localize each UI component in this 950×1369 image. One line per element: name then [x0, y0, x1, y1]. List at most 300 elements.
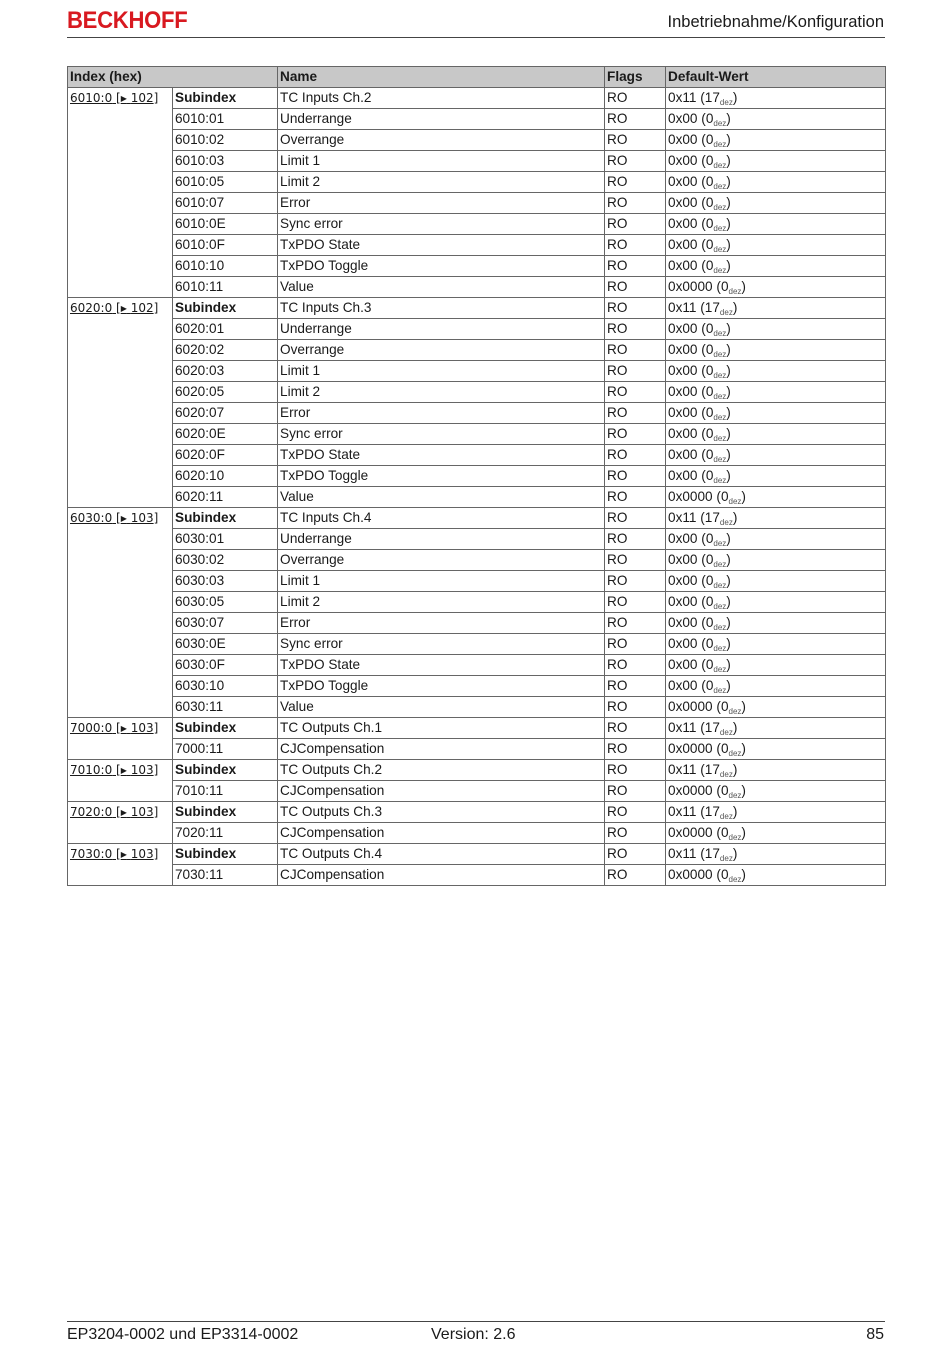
name-cell: Error	[278, 613, 605, 634]
default-decimal: 0	[705, 384, 714, 399]
subindex-cell: 6030:0E	[173, 634, 278, 655]
flags-cell: RO	[605, 109, 666, 130]
subindex-cell: Subindex	[173, 508, 278, 529]
table-row	[68, 487, 886, 508]
subindex-cell: 6020:0F	[173, 445, 278, 466]
dez-suffix: dez	[713, 581, 727, 590]
default-hex: 0x00	[668, 258, 698, 273]
table-row	[68, 382, 886, 403]
dez-suffix: dez	[713, 203, 727, 212]
flags-cell: RO	[605, 697, 666, 718]
default-value-cell: 0x00 $(0_{dez})$	[666, 529, 886, 550]
index-cell	[68, 508, 173, 718]
table-row	[68, 634, 886, 655]
index-link[interactable]: 7030:0 [▶ 103]	[70, 847, 159, 861]
dez-suffix: dez	[713, 623, 727, 632]
index-link[interactable]: 7010:0 [▶ 103]	[70, 763, 159, 777]
default-decimal: 0	[705, 594, 714, 609]
name-cell: CJCompensation	[278, 739, 605, 760]
subindex-cell: Subindex	[173, 802, 278, 823]
dez-suffix: dez	[713, 350, 727, 359]
header-divider	[67, 37, 885, 38]
flags-cell: RO	[605, 676, 666, 697]
subindex-cell: 6020:05	[173, 382, 278, 403]
default-hex: 0x0000	[668, 783, 713, 798]
default-decimal: 0	[720, 741, 729, 756]
page-reference: 103	[130, 721, 154, 735]
table-row	[68, 151, 886, 172]
default-decimal: 17	[704, 762, 720, 777]
subindex-cell: 7010:11	[173, 781, 278, 802]
name-cell: CJCompensation	[278, 781, 605, 802]
default-value-cell: 0x0000 $(0_{dez})$	[666, 781, 886, 802]
table-row	[68, 508, 886, 529]
column-header-default: Default-Wert	[666, 67, 886, 88]
default-decimal: 0	[720, 867, 729, 882]
flags-cell: RO	[605, 340, 666, 361]
flags-cell: RO	[605, 781, 666, 802]
default-value-cell: 0x00 $(0_{dez})$	[666, 592, 886, 613]
table-row	[68, 109, 886, 130]
index-cell	[68, 802, 173, 844]
index-cell	[68, 760, 173, 802]
subindex-cell: 6020:10	[173, 466, 278, 487]
default-decimal: 0	[705, 132, 714, 147]
name-cell: TC Outputs Ch.2	[278, 760, 605, 781]
table-row	[68, 781, 886, 802]
name-cell: Limit 2	[278, 592, 605, 613]
name-cell: TxPDO State	[278, 445, 605, 466]
default-decimal: 17	[704, 300, 720, 315]
name-cell: Error	[278, 403, 605, 424]
dez-suffix: dez	[713, 161, 727, 170]
default-value-cell: 0x0000 $(0_{dez})$	[666, 865, 886, 886]
default-value-cell: 0x00 $(0_{dez})$	[666, 424, 886, 445]
index-value: 6010:0	[70, 91, 113, 105]
flags-cell: RO	[605, 424, 666, 445]
default-value-cell: 0x00 $(0_{dez})$	[666, 382, 886, 403]
dez-suffix: dez	[713, 140, 727, 149]
default-decimal: 0	[705, 426, 714, 441]
name-cell: TC Inputs Ch.2	[278, 88, 605, 109]
default-hex: 0x00	[668, 678, 698, 693]
name-cell: Underrange	[278, 529, 605, 550]
flags-cell: RO	[605, 445, 666, 466]
default-hex: 0x00	[668, 363, 698, 378]
default-value-cell: 0x11 $(17_{dez})$	[666, 88, 886, 109]
name-cell: Limit 2	[278, 172, 605, 193]
subindex-cell: 6010:0F	[173, 235, 278, 256]
default-hex: 0x11	[668, 300, 697, 315]
index-cell	[68, 718, 173, 760]
name-cell: Overrange	[278, 130, 605, 151]
index-link[interactable]: 6010:0 [▶ 102]	[70, 91, 159, 105]
dez-suffix: dez	[713, 224, 727, 233]
table-row	[68, 571, 886, 592]
flags-cell: RO	[605, 277, 666, 298]
flags-cell: RO	[605, 634, 666, 655]
index-value: 6030:0	[70, 511, 113, 525]
default-value-cell: 0x00 $(0_{dez})$	[666, 571, 886, 592]
default-decimal: 0	[720, 279, 729, 294]
subindex-cell: 6020:07	[173, 403, 278, 424]
default-hex: 0x11	[668, 804, 697, 819]
table-row	[68, 214, 886, 235]
subindex-cell: 6030:07	[173, 613, 278, 634]
default-decimal: 0	[705, 678, 714, 693]
subindex-cell: 6020:02	[173, 340, 278, 361]
default-hex: 0x00	[668, 342, 698, 357]
subindex-cell: 6030:0F	[173, 655, 278, 676]
default-decimal: 0	[705, 174, 714, 189]
table-row	[68, 445, 886, 466]
default-value-cell: 0x00 $(0_{dez})$	[666, 676, 886, 697]
table-row	[68, 760, 886, 781]
index-link[interactable]: 7020:0 [▶ 103]	[70, 805, 159, 819]
footer-product: EP3204-0002 und EP3314-0002	[67, 1326, 299, 1343]
default-hex: 0x0000	[668, 279, 713, 294]
flags-cell: RO	[605, 718, 666, 739]
table-row	[68, 697, 886, 718]
dez-suffix: dez	[719, 854, 733, 863]
default-hex: 0x00	[668, 237, 698, 252]
default-hex: 0x00	[668, 468, 698, 483]
default-hex: 0x00	[668, 552, 698, 567]
table-row	[68, 865, 886, 886]
table-row	[68, 319, 886, 340]
table-row	[68, 88, 886, 109]
table-row	[68, 718, 886, 739]
name-cell: TxPDO State	[278, 655, 605, 676]
index-value: 7030:0	[70, 847, 113, 861]
subindex-cell: 6030:02	[173, 550, 278, 571]
subindex-cell: 6010:0E	[173, 214, 278, 235]
dez-suffix: dez	[713, 434, 727, 443]
subindex-cell: 7030:11	[173, 865, 278, 886]
dez-suffix: dez	[719, 308, 733, 317]
dez-suffix: dez	[713, 476, 727, 485]
name-cell: Sync error	[278, 634, 605, 655]
arrow-right-icon: ▶	[120, 808, 127, 817]
default-decimal: 17	[704, 804, 720, 819]
beckhoff-logo: BECKHOFF	[67, 7, 188, 34]
flags-cell: RO	[605, 298, 666, 319]
subindex-cell: 6020:0E	[173, 424, 278, 445]
default-decimal: 17	[704, 510, 720, 525]
column-header-name: Name	[278, 67, 605, 88]
dez-suffix: dez	[713, 539, 727, 548]
table-row	[68, 655, 886, 676]
flags-cell: RO	[605, 88, 666, 109]
table-row	[68, 256, 886, 277]
flags-cell: RO	[605, 529, 666, 550]
object-dictionary-table	[67, 66, 886, 886]
index-link[interactable]: 6020:0 [▶ 102]	[70, 301, 159, 315]
index-value: 7000:0	[70, 721, 113, 735]
name-cell: Error	[278, 193, 605, 214]
dez-suffix: dez	[728, 791, 742, 800]
dez-suffix: dez	[728, 833, 742, 842]
dez-suffix: dez	[713, 455, 727, 464]
subindex-cell: 7000:11	[173, 739, 278, 760]
default-decimal: 0	[720, 825, 729, 840]
name-cell: TC Inputs Ch.3	[278, 298, 605, 319]
flags-cell: RO	[605, 403, 666, 424]
default-decimal: 0	[720, 699, 729, 714]
subindex-cell: 6020:01	[173, 319, 278, 340]
table-row	[68, 361, 886, 382]
flags-cell: RO	[605, 382, 666, 403]
table-row	[68, 298, 886, 319]
flags-cell: RO	[605, 550, 666, 571]
name-cell: Value	[278, 277, 605, 298]
flags-cell: RO	[605, 571, 666, 592]
flags-cell: RO	[605, 361, 666, 382]
default-hex: 0x00	[668, 153, 698, 168]
footer-version: Version: 2.6	[431, 1326, 516, 1343]
default-value-cell: 0x00 $(0_{dez})$	[666, 634, 886, 655]
default-decimal: 0	[705, 552, 714, 567]
name-cell: Overrange	[278, 340, 605, 361]
default-decimal: 0	[705, 615, 714, 630]
subindex-cell: 6030:01	[173, 529, 278, 550]
name-cell: Underrange	[278, 319, 605, 340]
table-row	[68, 277, 886, 298]
dez-suffix: dez	[713, 686, 727, 695]
footer-divider	[67, 1321, 885, 1322]
table-row	[68, 739, 886, 760]
flags-cell: RO	[605, 760, 666, 781]
flags-cell: RO	[605, 193, 666, 214]
table-row	[68, 172, 886, 193]
subindex-cell: 6010:11	[173, 277, 278, 298]
default-decimal: 17	[704, 720, 720, 735]
table-row	[68, 844, 886, 865]
default-decimal: 0	[705, 531, 714, 546]
column-header-index: Index (hex)	[68, 67, 278, 88]
name-cell: Value	[278, 697, 605, 718]
table-row	[68, 235, 886, 256]
subindex-cell: 6010:01	[173, 109, 278, 130]
arrow-right-icon: ▶	[120, 850, 127, 859]
subindex-cell: Subindex	[173, 298, 278, 319]
default-hex: 0x00	[668, 111, 698, 126]
table-row	[68, 802, 886, 823]
arrow-right-icon: ▶	[120, 514, 127, 523]
default-decimal: 0	[705, 237, 714, 252]
default-hex: 0x00	[668, 594, 698, 609]
default-decimal: 0	[705, 342, 714, 357]
subindex-cell: 6030:10	[173, 676, 278, 697]
name-cell: TxPDO Toggle	[278, 256, 605, 277]
name-cell: Sync error	[278, 214, 605, 235]
name-cell: TC Outputs Ch.3	[278, 802, 605, 823]
column-header-flags: Flags	[605, 67, 666, 88]
subindex-cell: Subindex	[173, 844, 278, 865]
default-decimal: 0	[705, 111, 714, 126]
table-row	[68, 823, 886, 844]
name-cell: TC Outputs Ch.4	[278, 844, 605, 865]
default-decimal: 0	[705, 573, 714, 588]
default-decimal: 0	[705, 258, 714, 273]
default-decimal: 17	[704, 846, 720, 861]
default-value-cell: 0x00 $(0_{dez})$	[666, 214, 886, 235]
dez-suffix: dez	[713, 329, 727, 338]
name-cell: Sync error	[278, 424, 605, 445]
default-hex: 0x00	[668, 531, 698, 546]
default-hex: 0x11	[668, 90, 697, 105]
default-hex: 0x00	[668, 405, 698, 420]
name-cell: Limit 1	[278, 151, 605, 172]
dez-suffix: dez	[728, 497, 742, 506]
default-value-cell: 0x00 $(0_{dez})$	[666, 130, 886, 151]
index-cell	[68, 88, 173, 298]
dez-suffix: dez	[719, 518, 733, 527]
default-hex: 0x0000	[668, 489, 713, 504]
subindex-cell: 6010:02	[173, 130, 278, 151]
page-reference: 103	[130, 847, 154, 861]
page-reference: 103	[130, 763, 154, 777]
default-value-cell: 0x11 $(17_{dez})$	[666, 760, 886, 781]
arrow-right-icon: ▶	[120, 724, 127, 733]
section-title: Inbetriebnahme/Konfiguration	[667, 13, 884, 31]
flags-cell: RO	[605, 235, 666, 256]
index-value: 7010:0	[70, 763, 113, 777]
default-value-cell: 0x00 $(0_{dez})$	[666, 256, 886, 277]
default-decimal: 0	[705, 216, 714, 231]
subindex-cell: 6030:03	[173, 571, 278, 592]
subindex-cell: 6010:05	[173, 172, 278, 193]
default-hex: 0x00	[668, 321, 698, 336]
flags-cell: RO	[605, 319, 666, 340]
default-hex: 0x00	[668, 426, 698, 441]
table-row	[68, 550, 886, 571]
default-value-cell: 0x11 $(17_{dez})$	[666, 718, 886, 739]
name-cell: Limit 1	[278, 361, 605, 382]
default-value-cell: 0x00 $(0_{dez})$	[666, 172, 886, 193]
default-decimal: 0	[705, 321, 714, 336]
table-row	[68, 193, 886, 214]
arrow-right-icon: ▶	[120, 766, 127, 775]
default-value-cell: 0x00 $(0_{dez})$	[666, 466, 886, 487]
default-decimal: 0	[705, 636, 714, 651]
index-link[interactable]: 6030:0 [▶ 103]	[70, 511, 159, 525]
default-hex: 0x11	[668, 510, 697, 525]
dez-suffix: dez	[713, 644, 727, 653]
default-hex: 0x11	[668, 720, 697, 735]
dez-suffix: dez	[728, 749, 742, 758]
default-hex: 0x00	[668, 195, 698, 210]
flags-cell: RO	[605, 613, 666, 634]
default-decimal: 17	[704, 90, 720, 105]
table-row	[68, 466, 886, 487]
subindex-cell: 6030:05	[173, 592, 278, 613]
flags-cell: RO	[605, 466, 666, 487]
flags-cell: RO	[605, 823, 666, 844]
flags-cell: RO	[605, 655, 666, 676]
name-cell: Limit 1	[278, 571, 605, 592]
name-cell: CJCompensation	[278, 823, 605, 844]
default-value-cell: 0x00 $(0_{dez})$	[666, 403, 886, 424]
dez-suffix: dez	[719, 98, 733, 107]
default-value-cell: 0x00 $(0_{dez})$	[666, 550, 886, 571]
arrow-right-icon: ▶	[120, 94, 127, 103]
flags-cell: RO	[605, 802, 666, 823]
default-hex: 0x00	[668, 132, 698, 147]
dez-suffix: dez	[713, 413, 727, 422]
table-row	[68, 529, 886, 550]
default-hex: 0x11	[668, 846, 697, 861]
default-value-cell: 0x11 $(17_{dez})$	[666, 508, 886, 529]
table-row	[68, 424, 886, 445]
default-decimal: 0	[720, 489, 729, 504]
dez-suffix: dez	[719, 728, 733, 737]
subindex-cell: Subindex	[173, 760, 278, 781]
name-cell: TxPDO Toggle	[278, 676, 605, 697]
dez-suffix: dez	[728, 287, 742, 296]
index-cell	[68, 298, 173, 508]
subindex-cell: Subindex	[173, 718, 278, 739]
default-value-cell: 0x0000 $(0_{dez})$	[666, 697, 886, 718]
default-hex: 0x00	[668, 174, 698, 189]
default-decimal: 0	[720, 783, 729, 798]
default-decimal: 0	[705, 447, 714, 462]
default-hex: 0x00	[668, 657, 698, 672]
flags-cell: RO	[605, 130, 666, 151]
table-row	[68, 403, 886, 424]
page-reference: 102	[130, 301, 154, 315]
name-cell: TC Outputs Ch.1	[278, 718, 605, 739]
flags-cell: RO	[605, 508, 666, 529]
dez-suffix: dez	[713, 560, 727, 569]
subindex-cell: 6020:11	[173, 487, 278, 508]
flags-cell: RO	[605, 844, 666, 865]
name-cell: Overrange	[278, 550, 605, 571]
dez-suffix: dez	[719, 770, 733, 779]
index-link[interactable]: 7000:0 [▶ 103]	[70, 721, 159, 735]
default-value-cell: 0x00 $(0_{dez})$	[666, 109, 886, 130]
dez-suffix: dez	[728, 875, 742, 884]
table-header-row	[68, 67, 886, 88]
subindex-cell: 6020:03	[173, 361, 278, 382]
name-cell: CJCompensation	[278, 865, 605, 886]
dez-suffix: dez	[713, 602, 727, 611]
flags-cell: RO	[605, 214, 666, 235]
table-row	[68, 340, 886, 361]
default-hex: 0x00	[668, 573, 698, 588]
page-reference: 103	[130, 511, 154, 525]
default-value-cell: 0x0000 $(0_{dez})$	[666, 487, 886, 508]
default-value-cell: 0x00 $(0_{dez})$	[666, 340, 886, 361]
name-cell: Value	[278, 487, 605, 508]
default-value-cell: 0x0000 $(0_{dez})$	[666, 277, 886, 298]
index-value: 7020:0	[70, 805, 113, 819]
footer-page-number: 85	[866, 1326, 884, 1343]
default-value-cell: 0x00 $(0_{dez})$	[666, 445, 886, 466]
index-cell	[68, 844, 173, 886]
default-hex: 0x0000	[668, 699, 713, 714]
default-hex: 0x0000	[668, 741, 713, 756]
dez-suffix: dez	[713, 245, 727, 254]
default-value-cell: 0x11 $(17_{dez})$	[666, 298, 886, 319]
flags-cell: RO	[605, 151, 666, 172]
subindex-cell: 6010:03	[173, 151, 278, 172]
default-hex: 0x00	[668, 636, 698, 651]
default-decimal: 0	[705, 468, 714, 483]
default-hex: 0x00	[668, 216, 698, 231]
default-value-cell: 0x11 $(17_{dez})$	[666, 802, 886, 823]
table-row	[68, 676, 886, 697]
